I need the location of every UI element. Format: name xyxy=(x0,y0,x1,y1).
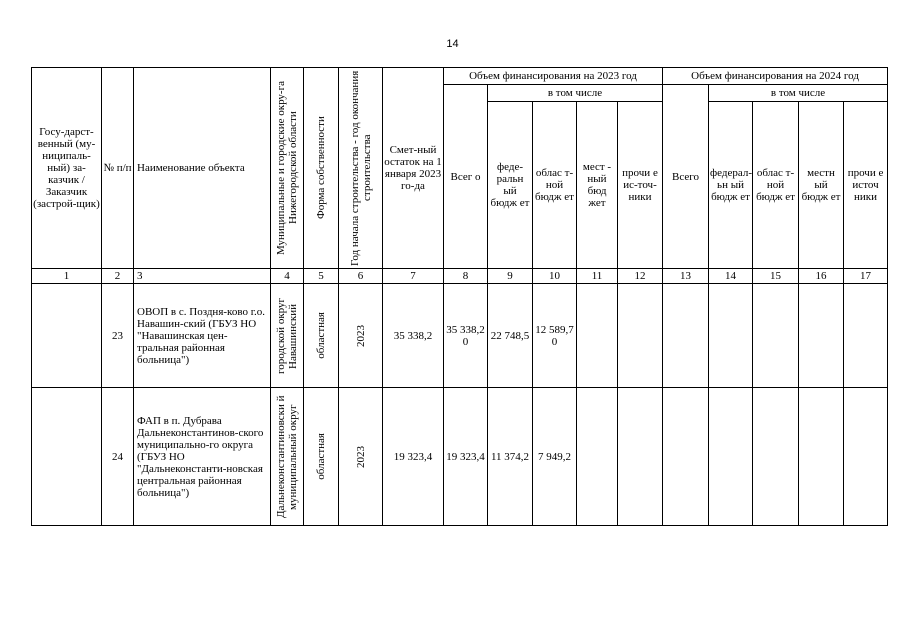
cell-total-2023: 35 338,2 0 xyxy=(444,284,488,388)
column-number: 5 xyxy=(304,269,339,284)
column-number: 17 xyxy=(844,269,888,284)
header-fin-2023: Объем финансирования на 2023 год xyxy=(444,68,663,85)
cell-object-name: ОВОП в с. Поздня-ково г.о. Навашин-ский (ГБУЗ НО "Навашинская цен-тральная районная больница") xyxy=(134,284,271,388)
cell-local-2024 xyxy=(799,284,844,388)
cell-municipality: Дальнеконстантиновски й муниципальный округ xyxy=(271,388,304,526)
column-number: 9 xyxy=(488,269,533,284)
header-local-2024: местн ый бюдж ет xyxy=(799,102,844,269)
cell-years: 2023 xyxy=(339,284,383,388)
cell-object-name: ФАП в п. Дубрава Дальнеконстантинов-ского муниципально-го округа (ГБУЗ НО "Дальнеконстанти-новская центральная районная больница") xyxy=(134,388,271,526)
cell-number: 23 xyxy=(102,284,134,388)
column-number: 13 xyxy=(663,269,709,284)
header-local-2023: мест - ный бюд жет xyxy=(577,102,618,269)
cell-regional-2024 xyxy=(753,388,799,526)
cell-years: 2023 xyxy=(339,388,383,526)
cell-federal-2023: 11 374,2 xyxy=(488,388,533,526)
cell-local-2023 xyxy=(577,284,618,388)
cell-balance: 19 323,4 xyxy=(383,388,444,526)
column-number: 3 xyxy=(134,269,271,284)
header-total-2024: Всего xyxy=(663,85,709,269)
header-customer: Госу-дарст-венный (му-ниципаль-ный) за-казчик / Заказчик (застрой-щик) xyxy=(32,68,102,269)
header-including-2023: в том числе xyxy=(488,85,663,102)
column-number: 10 xyxy=(533,269,577,284)
cell-federal-2024 xyxy=(709,388,753,526)
cell-regional-2023: 7 949,2 xyxy=(533,388,577,526)
column-number: 4 xyxy=(271,269,304,284)
header-federal-2024: федерал-ьн ый бюдж ет xyxy=(709,102,753,269)
header-regional-2023: облас т-ной бюдж ет xyxy=(533,102,577,269)
column-number: 7 xyxy=(383,269,444,284)
cell-other-2024 xyxy=(844,284,888,388)
header-years: Год начала строительства - год окончания строительства xyxy=(339,68,383,269)
cell-other-2023 xyxy=(618,284,663,388)
header-municipality: Муниципальные и городские окру-га Нижегородской области xyxy=(271,68,304,269)
column-number: 15 xyxy=(753,269,799,284)
header-fin-2024: Объем финансирования на 2024 год xyxy=(663,68,888,85)
cell-balance: 35 338,2 xyxy=(383,284,444,388)
header-including-2024: в том числе xyxy=(709,85,888,102)
cell-total-2023: 19 323,4 xyxy=(444,388,488,526)
header-other-2023: прочи е ис-точ-ники xyxy=(618,102,663,269)
column-number-row xyxy=(32,269,888,284)
header-ownership: Форма собственности xyxy=(304,68,339,269)
header-regional-2024: облас т-ной бюдж ет xyxy=(753,102,799,269)
table-row xyxy=(32,284,888,388)
column-number: 16 xyxy=(799,269,844,284)
page-number: 14 xyxy=(446,38,459,50)
cell-federal-2023: 22 748,5 xyxy=(488,284,533,388)
column-number: 2 xyxy=(102,269,134,284)
financing-table xyxy=(31,67,888,526)
table-row xyxy=(32,388,888,526)
cell-local-2023 xyxy=(577,388,618,526)
header-balance: Смет-ный остаток на 1 января 2023 го-да xyxy=(383,68,444,269)
cell-other-2024 xyxy=(844,388,888,526)
cell-federal-2024 xyxy=(709,284,753,388)
column-number: 6 xyxy=(339,269,383,284)
header-other-2024: прочи е источ ники xyxy=(844,102,888,269)
cell-regional-2023: 12 589,7 0 xyxy=(533,284,577,388)
header-row-1 xyxy=(32,68,888,85)
header-federal-2023: феде-ральн ый бюдж ет xyxy=(488,102,533,269)
cell-customer xyxy=(32,284,102,388)
cell-municipality: городской округ Навашинский xyxy=(271,284,304,388)
cell-ownership: областная xyxy=(304,284,339,388)
cell-customer xyxy=(32,388,102,526)
header-object-name: Наименование объекта xyxy=(134,68,271,269)
cell-total-2024 xyxy=(663,388,709,526)
column-number: 12 xyxy=(618,269,663,284)
column-number: 14 xyxy=(709,269,753,284)
column-number: 1 xyxy=(32,269,102,284)
cell-total-2024 xyxy=(663,284,709,388)
column-number: 11 xyxy=(577,269,618,284)
cell-local-2024 xyxy=(799,388,844,526)
header-total-2023: Всег о xyxy=(444,85,488,269)
cell-ownership: областная xyxy=(304,388,339,526)
header-number: № п/п xyxy=(102,68,134,269)
cell-number: 24 xyxy=(102,388,134,526)
cell-regional-2024 xyxy=(753,284,799,388)
cell-other-2023 xyxy=(618,388,663,526)
column-number: 8 xyxy=(444,269,488,284)
